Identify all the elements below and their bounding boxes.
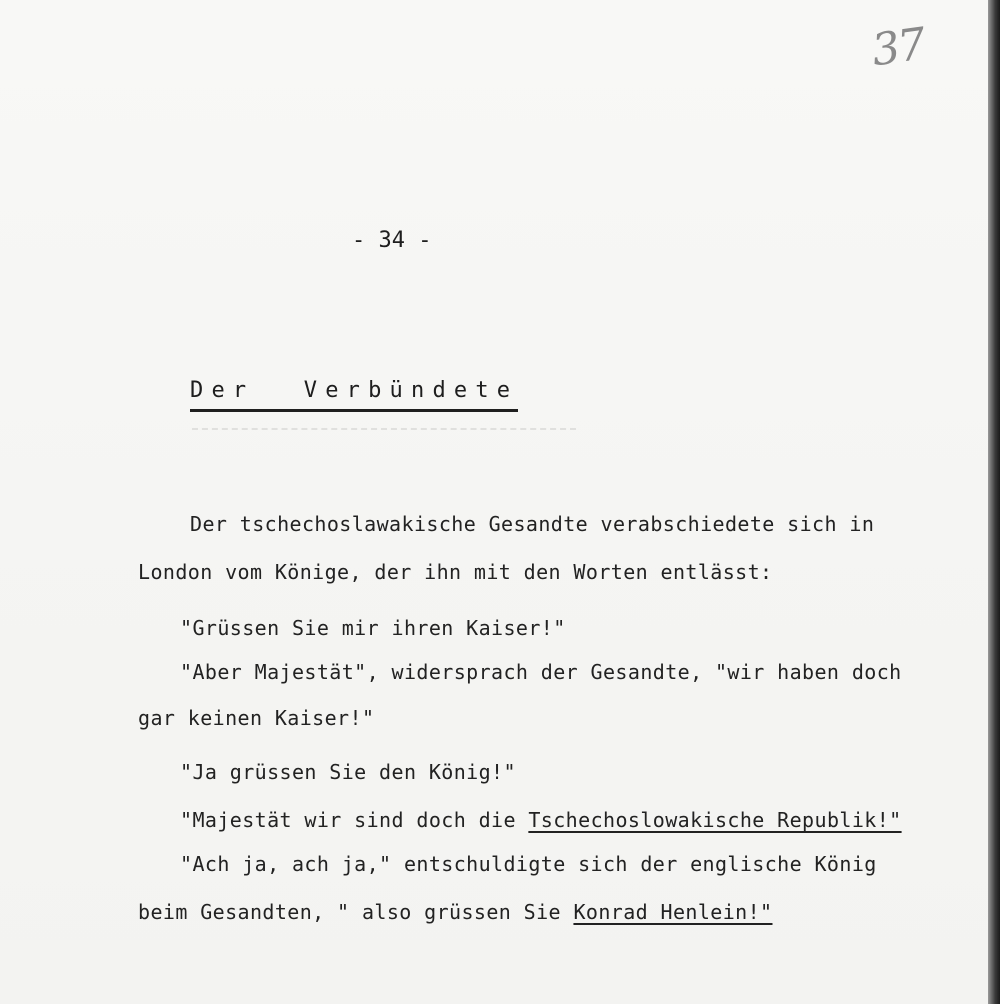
text-line-6: "Ja grüssen Sie den König!" [180, 760, 516, 784]
underlined-henlein-text: Konrad Henlein!" [573, 900, 773, 924]
text-line-5: gar keinen Kaiser!" [138, 706, 375, 730]
text-line-1: Der tschechoslawakische Gesandte verabschiedete sich in [190, 512, 875, 536]
page-edge-shadow [988, 0, 1000, 1004]
document-title: Der Verbündete [190, 378, 518, 412]
handwritten-folio-number: 37 [868, 18, 928, 77]
text-line-3: "Grüssen Sie mir ihren Kaiser!" [180, 616, 566, 640]
title-bleed-through [192, 428, 576, 430]
text-line-2: London vom Könige, der ihn mit den Worten entlässt: [138, 560, 773, 584]
text-line-9 [138, 900, 773, 924]
text-line-4: "Aber Majestät", widersprach der Gesandte, "wir haben doch [180, 660, 902, 684]
text-line-8: "Ach ja, ach ja," entschuldigte sich der englische König [180, 852, 877, 876]
text-line-7-start: "Majestät wir sind doch die [180, 808, 529, 832]
text-line-9-start: beim Gesandten, " also grüssen Sie [138, 900, 574, 924]
text-line-7 [180, 808, 902, 832]
underlined-republic-text: Tschechoslowakische Republik!" [528, 808, 902, 832]
page-number: - 34 - [352, 228, 432, 253]
